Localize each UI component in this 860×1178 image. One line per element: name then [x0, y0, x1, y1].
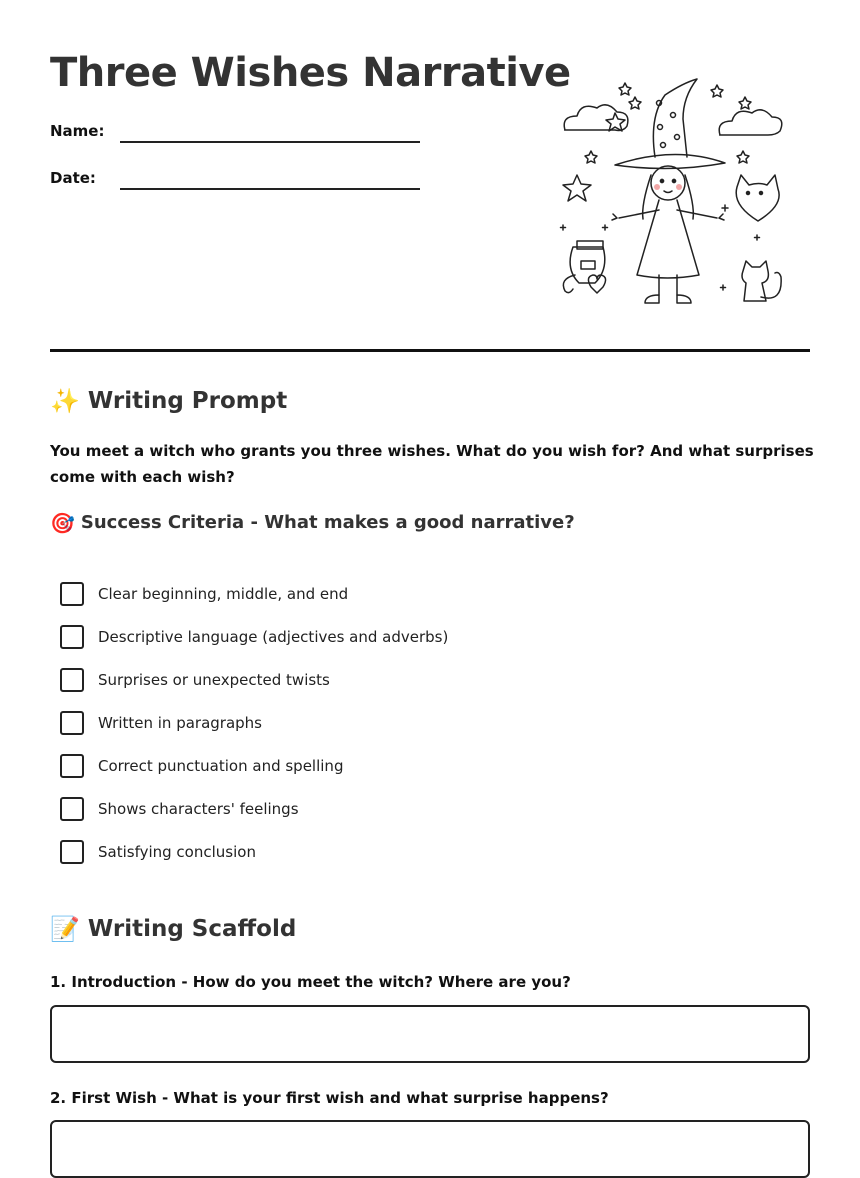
name-label: Name: [50, 122, 105, 140]
introduction-answer-box[interactable] [50, 1005, 810, 1063]
page-title: Three Wishes Narrative [50, 50, 571, 96]
success-criteria-title: Success Criteria - What makes a good narrative? [80, 512, 575, 533]
criteria-label: Satisfying conclusion [98, 843, 256, 861]
writing-prompt-text: You meet a witch who grants you three wishes. What do you wish for? And what surprises come with each wish? [50, 442, 814, 486]
criteria-label: Surprises or unexpected twists [98, 671, 330, 689]
success-criteria-list [60, 582, 448, 883]
witch-illustration [555, 75, 785, 315]
criteria-checkbox[interactable] [60, 582, 84, 606]
criteria-checkbox[interactable] [60, 668, 84, 692]
writing-prompt-title: Writing Prompt [87, 388, 288, 414]
criteria-label: Written in paragraphs [98, 714, 262, 732]
criteria-checkbox[interactable] [60, 840, 84, 864]
scaffold-question-first-wish: 2. First Wish - What is your first wish and what surprise happens? [50, 1089, 609, 1107]
writing-prompt-heading [50, 388, 287, 414]
criteria-label: Shows characters' feelings [98, 800, 299, 818]
date-line[interactable] [120, 188, 420, 190]
criteria-checkbox[interactable] [60, 797, 84, 821]
date-field [50, 169, 120, 187]
criteria-item [60, 797, 448, 840]
criteria-item [60, 668, 448, 711]
criteria-label: Clear beginning, middle, and end [98, 585, 349, 603]
success-criteria-heading [50, 512, 575, 533]
first-wish-answer-box[interactable] [50, 1120, 810, 1178]
criteria-item [60, 582, 448, 625]
writing-scaffold-title: Writing Scaffold [87, 916, 297, 942]
criteria-label: Correct punctuation and spelling [98, 757, 344, 775]
writing-scaffold-heading [50, 916, 296, 942]
criteria-checkbox[interactable] [60, 754, 84, 778]
header-divider [50, 349, 810, 352]
name-field [50, 122, 120, 140]
date-label: Date: [50, 169, 96, 187]
sparkles-icon: ✨ [50, 387, 80, 415]
criteria-checkbox[interactable] [60, 625, 84, 649]
criteria-label: Descriptive language (adjectives and adverbs) [98, 628, 449, 646]
target-icon: 🎯 [50, 510, 75, 535]
criteria-item [60, 711, 448, 754]
criteria-checkbox[interactable] [60, 711, 84, 735]
criteria-item [60, 625, 448, 668]
memo-icon: 📝 [50, 915, 80, 943]
criteria-item [60, 754, 448, 797]
scaffold-question-introduction: 1. Introduction - How do you meet the witch? Where are you? [50, 973, 571, 991]
criteria-item [60, 840, 448, 883]
name-line[interactable] [120, 141, 420, 143]
